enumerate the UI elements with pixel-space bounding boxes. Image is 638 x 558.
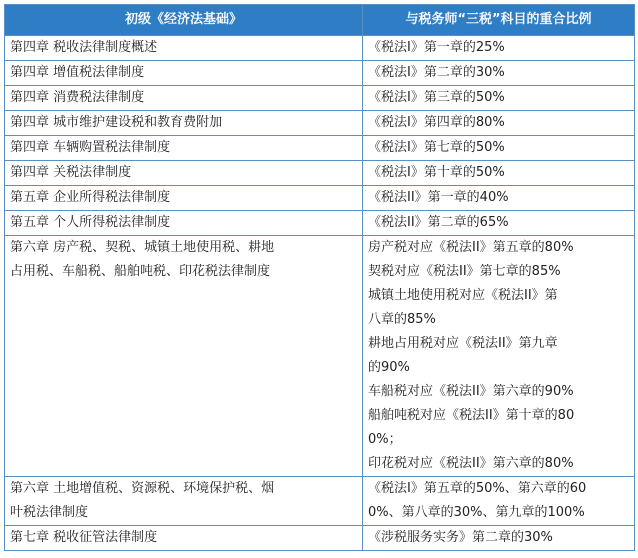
header-col2: 与税务师“三税”科目的重合比例	[363, 5, 635, 36]
chapter-cell: 第五章 企业所得税法律制度	[5, 186, 363, 211]
cell-line: 印花税对应《税法II》第六章的80%	[368, 456, 574, 471]
ratio-cell: 《税法I》第二章的30%	[363, 61, 635, 86]
chapter-cell: 第四章 城市维护建设税和教育费附加	[5, 111, 363, 136]
table-row	[5, 111, 635, 136]
ratio-cell: 《税法I》第十章的50%	[363, 161, 635, 186]
ratio-cell	[363, 236, 635, 477]
cell-line: 0%、第八章的30%、第九章的100%	[368, 505, 585, 520]
cell-line: 《税法I》第五章的50%、第六章的60	[368, 481, 587, 496]
cell-line: 叶税法律制度	[10, 505, 89, 520]
chapter-cell: 第七章 税收征管法律制度	[5, 526, 363, 551]
ratio-cell: 《税法II》第一章的40%	[363, 186, 635, 211]
cell-line: 八章的85%	[368, 312, 436, 327]
chapter-cell: 第五章 个人所得税法律制度	[5, 211, 363, 236]
ratio-cell: 《税法II》第二章的65%	[363, 211, 635, 236]
cell-line: 房产税对应《税法II》第五章的80%	[368, 240, 574, 255]
ratio-cell: 《税法I》第三章的50%	[363, 86, 635, 111]
ratio-cell: 《税法I》第一章的25%	[363, 36, 635, 61]
cell-line: 车船税对应《税法II》第六章的90%	[368, 384, 574, 399]
cell-line: 耕地占用税对应《税法II》第九章	[368, 336, 558, 351]
table-row	[5, 186, 635, 211]
chapter-cell: 第四章 税收法律制度概述	[5, 36, 363, 61]
cell-line: 占用税、车船税、船舶吨税、印花税法律制度	[10, 264, 271, 279]
cell-line: 城镇土地使用税对应《税法II》第	[368, 288, 558, 303]
comparison-table	[4, 4, 635, 551]
cell-line: 船舶吨税对应《税法II》第十章的80	[368, 408, 575, 423]
ratio-cell: 《税法I》第四章的80%	[363, 111, 635, 136]
cell-line: 0%；	[368, 432, 402, 447]
table-row	[5, 136, 635, 161]
table-row	[5, 526, 635, 551]
chapter-cell: 第四章 车辆购置税法律制度	[5, 136, 363, 161]
cell-line: 第六章 房产税、契税、城镇土地使用税、耕地	[10, 240, 275, 255]
ratio-cell: 《税法I》第七章的50%	[363, 136, 635, 161]
chapter-cell	[5, 477, 363, 526]
table-row	[5, 211, 635, 236]
table-header-row	[5, 5, 635, 36]
cell-line: 的90%	[368, 360, 410, 375]
chapter-cell	[5, 236, 363, 477]
header-col1: 初级《经济法基础》	[5, 5, 363, 36]
ratio-cell	[363, 477, 635, 526]
comparison-table-wrapper	[4, 4, 634, 551]
table-row	[5, 236, 635, 477]
ratio-cell: 《涉税服务实务》第二章的30%	[363, 526, 635, 551]
cell-line: 契税对应《税法II》第七章的85%	[368, 264, 561, 279]
chapter-cell: 第四章 增值税法律制度	[5, 61, 363, 86]
table-row	[5, 61, 635, 86]
table-row	[5, 86, 635, 111]
table-row	[5, 477, 635, 526]
cell-line: 第六章 土地增值税、资源税、环境保护税、烟	[10, 481, 275, 496]
chapter-cell: 第四章 消费税法律制度	[5, 86, 363, 111]
table-row	[5, 161, 635, 186]
chapter-cell: 第四章 关税法律制度	[5, 161, 363, 186]
table-row	[5, 36, 635, 61]
